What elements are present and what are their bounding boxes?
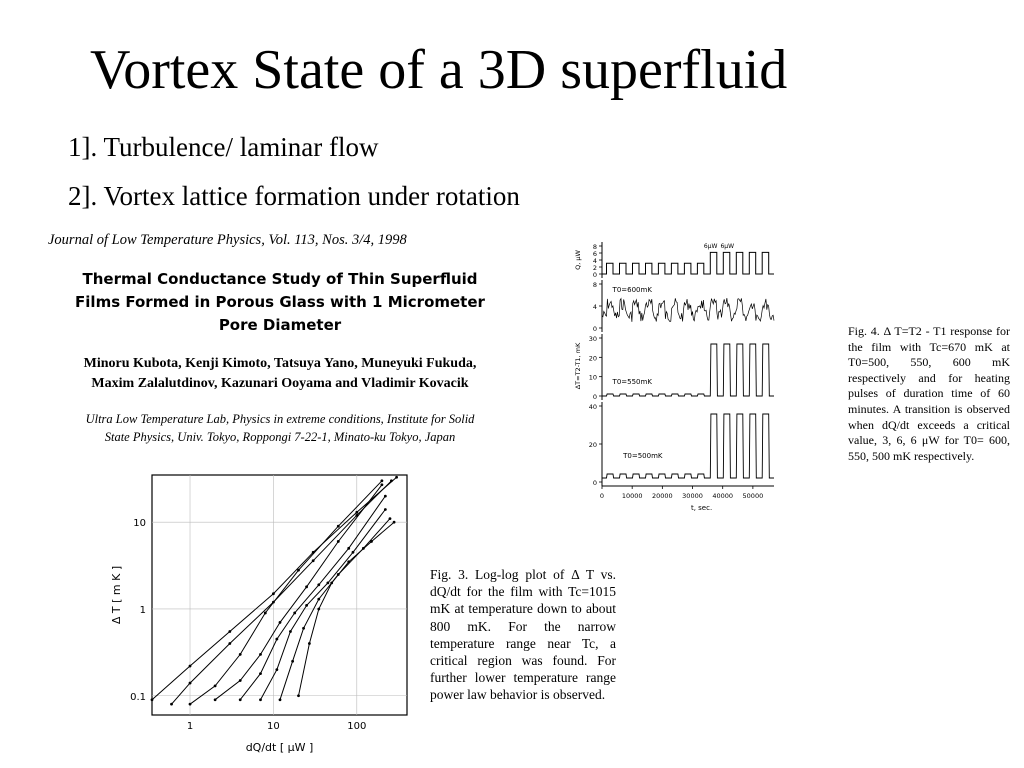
fig3-data-point [279, 698, 282, 701]
fig3-data-point [239, 679, 242, 682]
fig4-pulse-label: 6μW [720, 243, 735, 250]
fig4-q-axis-label: Q, μW [574, 250, 582, 270]
fig3-data-point [189, 682, 192, 685]
fig3-data-point [395, 476, 398, 479]
fig4-y-tick-label: 30 [588, 335, 597, 343]
fig3-data-point [393, 521, 396, 524]
fig4-y-tick-label: 8 [592, 281, 597, 289]
author-line: Maxim Zalalutdinov, Kazunari Ooyama and Vladimir Kovacik [91, 376, 469, 391]
fig4-x-tick-label: 50000 [742, 492, 764, 500]
fig3-series-line [261, 510, 386, 700]
fig3-data-point [390, 479, 393, 482]
fig4-trace-600mK [602, 298, 774, 322]
fig3-data-point [308, 642, 311, 645]
fig4-caption: Fig. 4. Δ T=T2 - T1 response for the film with Tc=670 mK at T0=500, 550, 600 mK respectively and for heating pulses of duration time of 60 minutes. A transition is observed when dQ/dt exceeds a critical value, 3, 6, 6 μW for T0= 600, 550, 500 mK respectively. [848, 324, 1010, 463]
fig4-heating-pulse-trace [602, 252, 774, 274]
fig3-data-point [151, 698, 154, 701]
fig3-plot-area [110, 475, 407, 754]
paper-title-line: Films Formed in Porous Glass with 1 Micrometer [75, 293, 485, 311]
fig3-data-point [239, 653, 242, 656]
fig4-x-tick-label: 40000 [712, 492, 734, 500]
fig3-data-point [275, 638, 278, 641]
fig3-data-point [297, 569, 300, 572]
fig3-data-point [293, 612, 296, 615]
fig4-plot-area [574, 242, 774, 512]
fig3-data-point [189, 665, 192, 668]
fig4-dt-axis-label: ΔT=T2-T1, mK [574, 342, 582, 390]
fig4-y-tick-label: 4 [592, 257, 597, 265]
fig3-data-point [380, 483, 383, 486]
fig3-data-point [264, 612, 267, 615]
fig4-label-500mK: T0=500mK [623, 452, 663, 460]
fig3-data-point [291, 660, 294, 663]
fig3-data-point [259, 698, 262, 701]
fig4-trace-550mK [602, 344, 774, 396]
fig3-data-point [214, 684, 217, 687]
fig3-y-tick-label: 1 [139, 604, 146, 616]
fig3-x-axis-label: dQ/dt [ μW ] [245, 741, 314, 754]
fig3-data-point [317, 608, 320, 611]
fig3-data-point [384, 495, 387, 498]
fig3-series-line [240, 496, 385, 700]
fig3-data-point [389, 517, 392, 520]
fig3-data-point [259, 653, 262, 656]
fig3-data-point [239, 698, 242, 701]
fig3-data-point [384, 508, 387, 511]
fig3-data-point [380, 479, 383, 482]
paper-authors [30, 354, 530, 394]
fig4-y-tick-label: 2 [592, 264, 597, 272]
fig4-y-tick-label: 40 [588, 403, 597, 411]
paper-title-line: Thermal Conductance Study of Thin Superfluid [82, 270, 478, 288]
fig4-y-tick-label: 0 [592, 393, 597, 401]
fig4-x-tick-label: 30000 [682, 492, 703, 500]
fig4-y-tick-label: 20 [588, 441, 597, 449]
fig3-data-point [355, 511, 358, 514]
fig3-data-point [305, 585, 308, 588]
paper-affiliation [30, 410, 530, 446]
fig4-y-tick-label: 0 [592, 325, 597, 333]
fig3-data-point [326, 581, 329, 584]
fig4-x-tick-label: 10000 [621, 492, 643, 500]
fig3-data-point [302, 627, 305, 630]
fig3-data-point [214, 698, 217, 701]
fig4-trace-500mK [602, 414, 774, 478]
fig3-data-point [317, 583, 320, 586]
author-line: Minoru Kubota, Kenji Kimoto, Tatsuya Yano, Muneyuki Fukuda, [83, 356, 477, 371]
fig3-y-tick-label: 10 [133, 518, 146, 530]
fig3-data-point [337, 540, 340, 543]
fig4-x-tick-label: 20000 [652, 492, 673, 500]
affiliation-line: Ultra Low Temperature Lab, Physics in extreme conditions, Institute for Solid [85, 412, 475, 426]
slide-title: Vortex State of a 3D superfluid [90, 39, 788, 101]
fig3-data-point [352, 551, 355, 554]
fig3-caption: Fig. 3. Log-log plot of Δ T vs. dQ/dt for the film with Tc=1015 mK at temperature down to about 800 mK. For the narrow temperature range near Tc, a critical region was found. For further lower temperature range power law behavior is observed. [430, 567, 616, 703]
fig3-data-point [228, 642, 231, 645]
fig3-x-tick-label: 100 [347, 721, 367, 732]
fig3-data-point [370, 540, 373, 543]
fig3-data-point [347, 560, 350, 563]
fig3-series-line [190, 481, 382, 704]
fig3-data-point [347, 547, 350, 550]
fig3-data-point [312, 559, 315, 562]
fig3-data-point [305, 604, 308, 607]
fig4-pulse-label: 6μW [703, 243, 718, 250]
fig4-x-tick-label: 0 [599, 492, 605, 500]
fig4-y-tick-label: 0 [592, 479, 597, 487]
paper-title [30, 268, 530, 337]
fig4-y-tick-label: 8 [592, 243, 597, 251]
fig3-data-point [289, 630, 292, 633]
fig4-label-550mK: T0=550mK [612, 378, 652, 386]
paper-title-line: Pore Diameter [218, 316, 342, 334]
fig3-data-point [317, 598, 320, 601]
fig3-data-point [170, 703, 173, 706]
fig3-data-point [228, 630, 231, 633]
fig4-y-tick-label: 10 [588, 373, 597, 382]
fig3-loglog-chart [100, 465, 420, 765]
fig3-data-point [272, 592, 275, 595]
fig3-data-point [337, 525, 340, 528]
fig4-x-axis-label: t, sec. [690, 504, 713, 512]
fig3-data-point [189, 703, 192, 706]
fig3-data-point [330, 581, 333, 584]
fig3-data-point [259, 672, 262, 675]
fig4-y-tick-label: 6 [592, 250, 597, 258]
fig4-y-tick-label: 0 [592, 271, 597, 279]
bullet-vortex-lattice: 2]. Vortex lattice formation under rotation [68, 181, 520, 211]
fig3-x-tick-label: 10 [267, 721, 280, 732]
fig3-y-axis-label: Δ T [ m K ] [110, 565, 123, 625]
fig3-data-point [279, 621, 282, 624]
bullet-turbulence: 1]. Turbulence/ laminar flow [68, 132, 379, 162]
journal-citation: Journal of Low Temperature Physics, Vol. 113, Nos. 3/4, 1998 [48, 232, 407, 248]
fig3-y-tick-label: 0.1 [130, 691, 146, 703]
fig3-data-point [297, 694, 300, 697]
fig3-x-tick-label: 1 [186, 721, 194, 732]
fig4-label-600mK: T0=600mK [612, 286, 652, 294]
fig4-y-tick-label: 20 [588, 354, 597, 363]
fig4-time-response-chart [572, 236, 787, 516]
fig4-y-tick-label: 4 [592, 303, 597, 311]
fig3-data-point [275, 668, 278, 671]
affiliation-line: State Physics, Univ. Tokyo, Roppongi 7-22-1, Minato-ku Tokyo, Japan [104, 430, 456, 444]
